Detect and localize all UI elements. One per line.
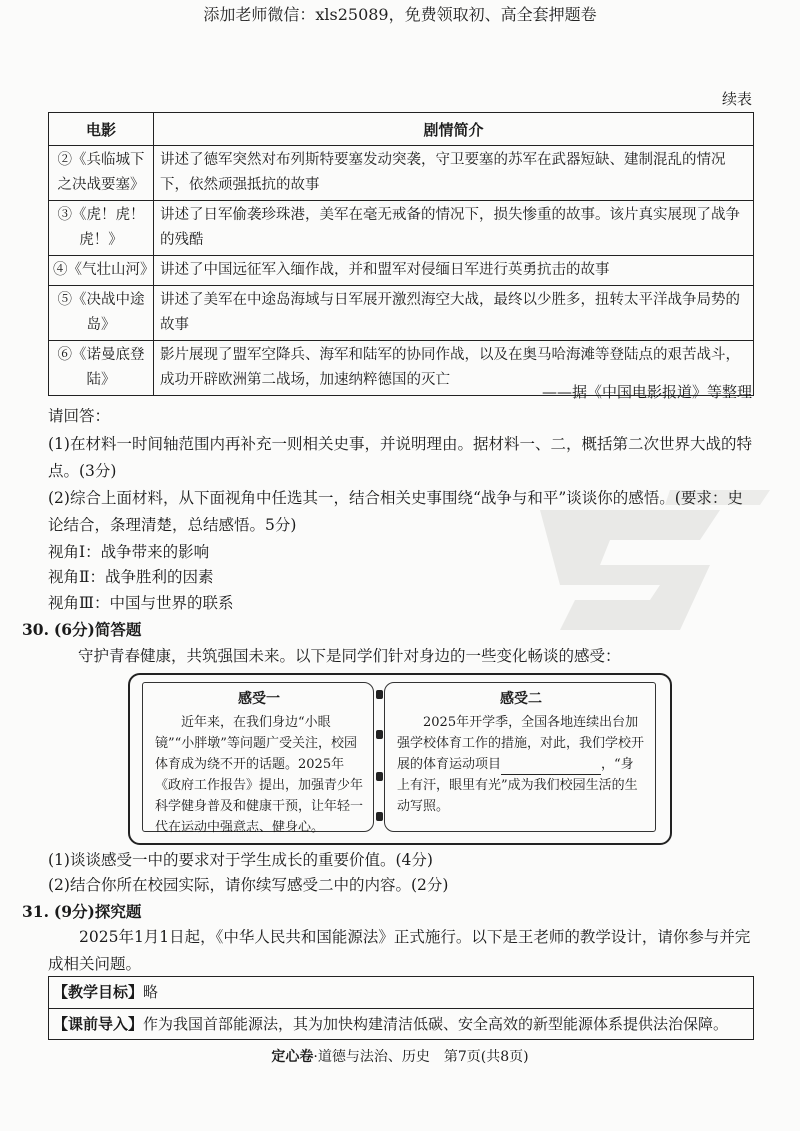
footer-text: ·道德与法治、历史 第7页(共8页) [313, 1049, 529, 1065]
movie-summary: 讲述了德军突然对布列斯特要塞发动突袭，守卫要塞的苏军在武器短缺、建制混乱的情况下，依然顽强抵抗的故事 [154, 146, 754, 201]
teaching-design-box [48, 976, 754, 1040]
binder-ring-icon [376, 812, 383, 821]
lesson-intro-row [49, 1008, 753, 1040]
q30-number: 30. [22, 620, 49, 639]
table-header-row [49, 113, 754, 146]
q31-number: 31. [22, 902, 49, 921]
movie-table [48, 112, 754, 396]
q30-title: (6分)简答题 [53, 620, 142, 639]
table-row [49, 201, 754, 256]
notebook-page-right [384, 682, 656, 832]
q31-heading [22, 898, 732, 926]
page-footer [0, 1046, 800, 1066]
card2-text-a: 2025年开学季，全国各地连续出台加强学校体育工作的措施，对此，我们学校开展的体育运动项目 [397, 715, 645, 772]
q30-sub2: (2)结合你所在校园实际，请你续写感受二中的内容。(2分) [48, 876, 449, 894]
card1-title: 感受一 [238, 691, 280, 707]
card2-blank-line [501, 760, 601, 775]
card2-title: 感受二 [500, 691, 542, 707]
movie-summary: 讲述了美军在中途岛海域与日军展开激烈海空大战，最终以少胜多，扭转太平洋战争局势的故事 [154, 286, 754, 341]
q30-intro: 守护青春健康，共筑强国未来。以下是同学们针对身边的一些变化畅谈的感受： [78, 647, 621, 665]
table-source-note: ——据《中国电影报道》等整理 [541, 383, 752, 401]
card2-text-b: ，“身上有汗，眼里有光”成为我们校园生活的生动写照。 [397, 757, 638, 814]
notebook-page-left [142, 682, 374, 835]
q30-heading [22, 616, 732, 644]
q29-view-3: 视角Ⅲ：中国与世界的联系 [48, 594, 234, 612]
movie-summary: 讲述了中国远征军入缅作战，并和盟军对侵缅日军进行英勇抗击的故事 [154, 256, 754, 286]
table-continued-label: 续表 [721, 90, 752, 108]
table-row [49, 146, 754, 201]
card1-text: 近年来，在我们身边“小眼镜”“小胖墩”等问题广受关注，校园体育成为绕不开的话题。2025年《政府工作报告》提出，加强青少年科学健身普及和健康干预，让年轻一代在运动中强意志、健身心。 [155, 715, 364, 835]
q29-view-1: 视角Ⅰ：战争带来的影响 [48, 543, 210, 561]
table-row [49, 256, 754, 286]
movie-title: ③《虎！虎！虎！》 [49, 201, 154, 256]
movie-title: ④《气壮山河》 [49, 256, 154, 286]
q31-title: (9分)探究题 [53, 902, 142, 921]
q29-view-2: 视角Ⅱ：战争胜利的因素 [48, 568, 214, 586]
movie-title: ⑥《诺曼底登陆》 [49, 341, 154, 396]
movie-title: ⑤《决战中途岛》 [49, 286, 154, 341]
movie-summary: 影片展现了盟军空降兵、海军和陆军的协同作战，以及在奥马哈海滩等登陆点的艰苦战斗，成功开辟欧洲第二战场，加速纳粹德国的灭亡 [154, 341, 754, 396]
table-row [49, 286, 754, 341]
footer-brand: 定心卷 [271, 1049, 314, 1065]
teaching-goal-label: 【教学目标】 [53, 983, 144, 1001]
q30-sub1: (1)谈谈感受一中的要求对于学生成长的重要价值。(4分) [48, 851, 433, 869]
lesson-intro-text: 作为我国首部能源法，其为加快构建清洁低碳、安全高效的新型能源体系提供法治保障。 [143, 1015, 729, 1033]
column-header-movie: 电影 [49, 113, 154, 146]
binder-ring-icon [376, 772, 383, 781]
q31-intro: 2025年1月1日起，《中华人民共和国能源法》正式施行。以下是王老师的教学设计，请你参与并完成相关问题。 [48, 928, 751, 973]
q29-prompt: 请回答： [48, 407, 111, 425]
column-header-summary: 剧情简介 [154, 113, 754, 146]
movie-title: ②《兵临城下之决战要塞》 [49, 146, 154, 201]
binder-ring-icon [376, 690, 383, 699]
card2-text [397, 712, 645, 817]
q29-sub2: (2)综合上面材料，从下面视角中任选其一，结合相关史事围绕“战争与和平”谈谈你的感悟。(要求：史论结合，条理清楚，总结感悟。5分) [48, 489, 743, 534]
q29-sub1: (1)在材料一时间轴范围内再补充一则相关史事，并说明理由。据材料一、二，概括第二次世界大战的特点。(3分) [48, 435, 752, 480]
binder-ring-icon [376, 730, 383, 739]
header-banner: 添加老师微信：xls25089，免费领取初、高全套押题卷 [203, 5, 597, 24]
movie-summary: 讲述了日军偷袭珍珠港，美军在毫无戒备的情况下，损失惨重的故事。该片真实展现了战争的残酷 [154, 201, 754, 256]
teaching-goal-text: 略 [143, 983, 159, 1001]
teaching-goal-row [49, 977, 753, 1008]
lesson-intro-label: 【课前导入】 [53, 1015, 144, 1033]
